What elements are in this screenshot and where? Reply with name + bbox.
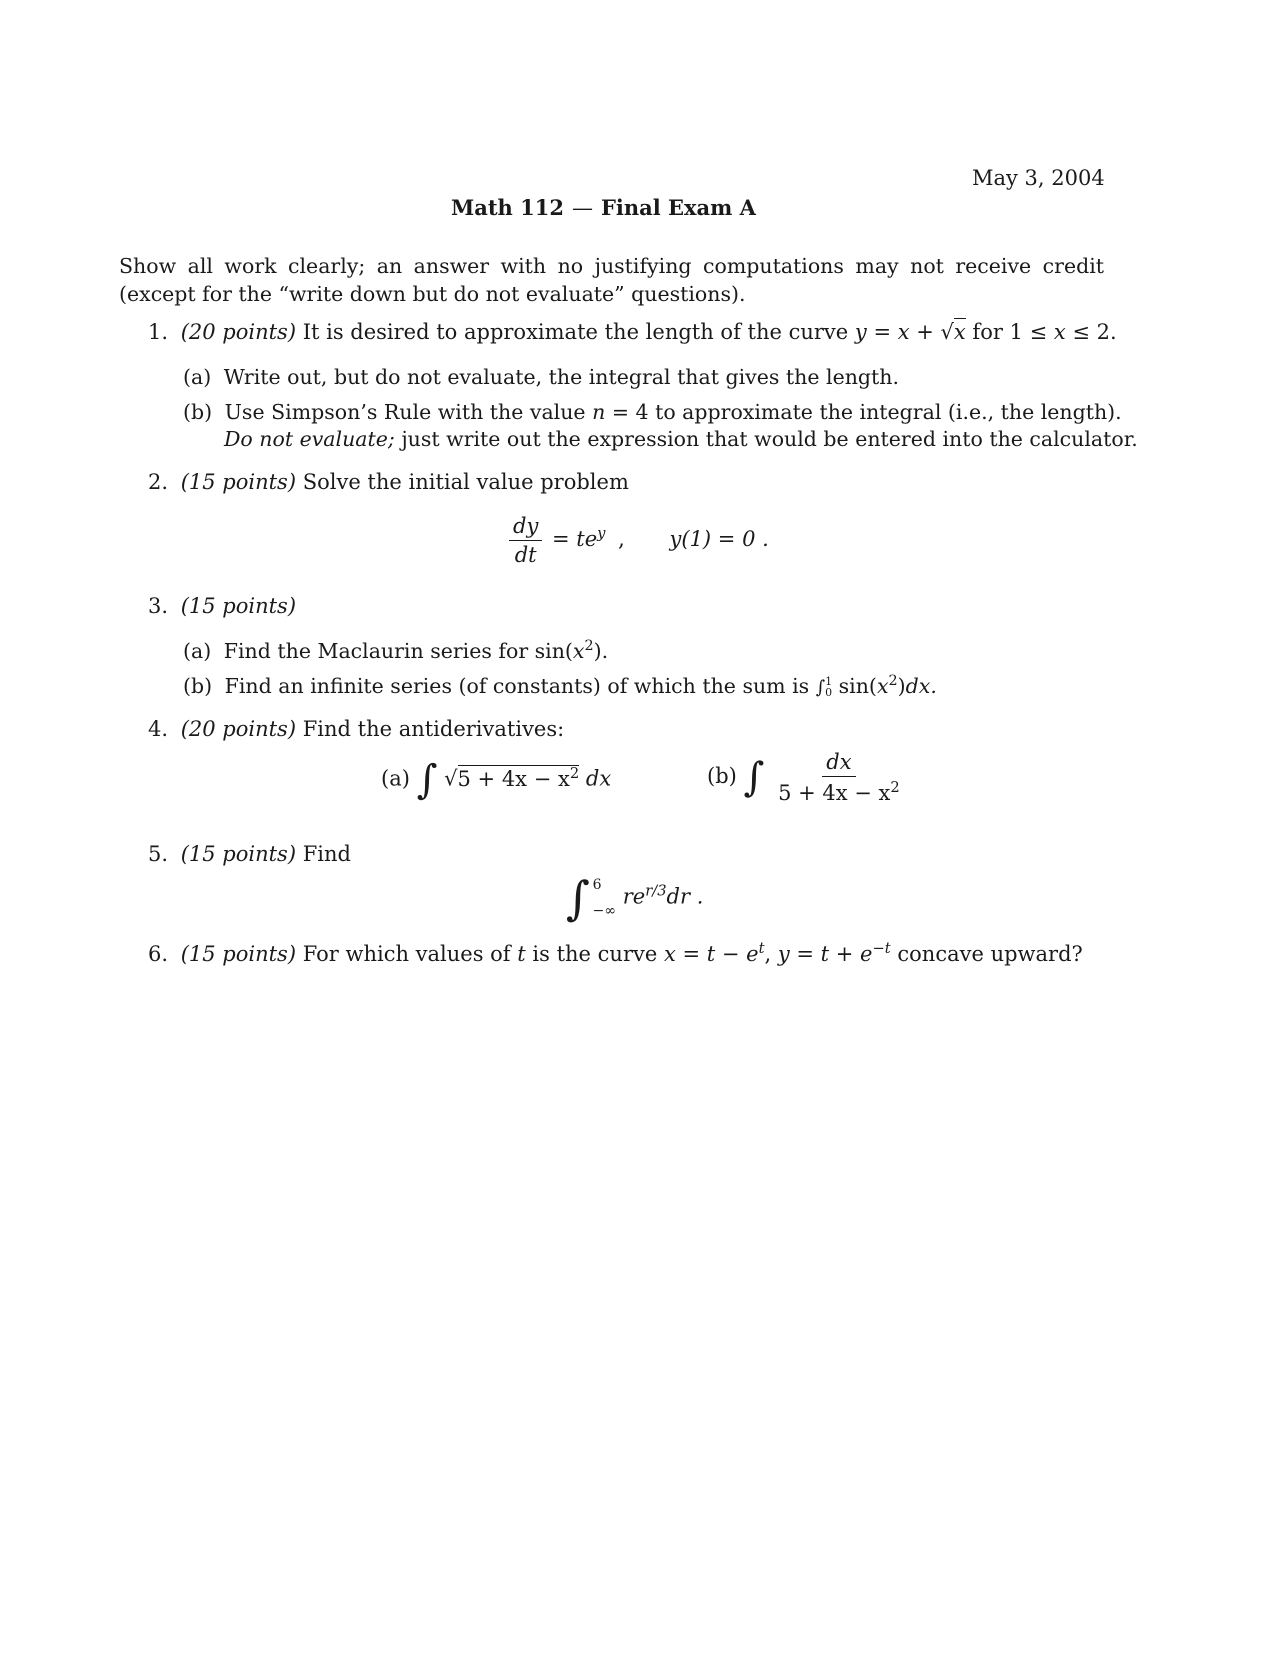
question-text: Find — [302, 842, 351, 866]
question-1a — [183, 365, 899, 389]
lower-limit: 0 — [825, 686, 833, 700]
question-text: It is desired to approximate the length of the curve — [302, 320, 849, 344]
question-points: (20 points) — [180, 320, 297, 344]
upper-limit: 1 — [825, 675, 833, 689]
initial-condition: y(1) = 0 . — [669, 527, 769, 551]
question-1b-line2 — [224, 427, 1138, 451]
question-3b — [183, 673, 937, 698]
exponent: t — [758, 940, 765, 957]
integral-symbol: ∫ — [815, 676, 826, 698]
exponent: −t — [872, 940, 891, 957]
math-func: sin( — [838, 673, 877, 698]
part-text: Find an infinite series (of constants) of which the sum is — [224, 673, 810, 698]
math-var: x — [572, 638, 585, 663]
part-text: Use Simpson’s Rule with the value — [224, 400, 586, 424]
differential: dx. — [905, 673, 937, 698]
fraction-numerator: dy — [509, 514, 542, 541]
part-label: (a) — [183, 638, 212, 663]
integral-symbol: ∫ — [743, 754, 765, 801]
math-var: x — [876, 673, 889, 698]
math-var: x — [1053, 320, 1066, 344]
antiderivative-a — [381, 757, 612, 803]
question-5 — [132, 842, 351, 866]
question-6 — [132, 940, 1083, 966]
question-number: 4. — [147, 717, 168, 741]
question-number: 1. — [147, 320, 168, 344]
exponent: 2 — [569, 764, 580, 782]
question-text: concave upward? — [897, 942, 1083, 966]
question-4 — [132, 717, 564, 741]
question-points: (15 points) — [180, 594, 297, 618]
question-points: (15 points) — [180, 470, 297, 494]
math-var: x — [897, 320, 910, 344]
title-dash: — — [571, 196, 593, 220]
question-text: For which values of — [302, 942, 511, 966]
question-3a — [183, 638, 608, 663]
differential: dr . — [666, 884, 704, 909]
exam-date: May 3, 2004 — [972, 166, 1105, 190]
improper-integral — [566, 872, 703, 924]
question-2 — [132, 470, 629, 494]
part-text: Write out, but do not evaluate, the integral that gives the length. — [223, 365, 899, 389]
part-label: (b) — [183, 400, 213, 424]
upper-limit: 6 — [592, 877, 602, 893]
question-text: Solve the initial value problem — [302, 470, 629, 494]
math-expr: y = t + e — [777, 942, 873, 966]
fraction-denominator: dt — [514, 543, 537, 567]
course-name: Math 112 — [451, 195, 564, 220]
math-var: n — [592, 400, 606, 424]
question-3 — [132, 594, 296, 618]
part-text: Find the Maclaurin series for sin( — [223, 638, 573, 663]
equation-rhs: = te — [552, 527, 598, 551]
integral-limits — [825, 676, 832, 698]
emphasis-text: Do not evaluate; — [224, 427, 395, 451]
question-number: 6. — [147, 942, 168, 966]
ivp-equation — [506, 514, 769, 567]
question-number: 2. — [147, 470, 168, 494]
integral-symbol: ∫ — [566, 871, 590, 925]
exam-name: Final Exam A — [600, 195, 756, 220]
sqrt-symbol: √ — [940, 320, 954, 344]
lower-limit: −∞ — [592, 903, 617, 919]
antiderivative-b — [707, 750, 907, 805]
sqrt-symbol: √ — [444, 766, 458, 791]
exponent: 2 — [890, 779, 900, 796]
integral-symbol: ∫ — [416, 757, 438, 803]
question-text: Find the antiderivatives: — [302, 717, 565, 741]
part-label: (a) — [381, 766, 410, 791]
integral-limits — [593, 872, 616, 924]
denominator-text: 5 + 4x − x — [778, 781, 891, 805]
math-var: y — [854, 320, 867, 344]
question-points: (20 points) — [180, 717, 297, 741]
radicand-text: 5 + 4x − x — [457, 766, 570, 791]
fraction-numerator: dx — [822, 750, 855, 777]
exam-title — [451, 195, 756, 220]
exponent: 2 — [888, 673, 898, 689]
exponent: r/3 — [645, 882, 667, 900]
fraction-denominator — [774, 777, 904, 805]
question-1b — [183, 400, 1122, 424]
question-number: 5. — [147, 842, 168, 866]
radicand — [458, 765, 580, 791]
math-op: + — [909, 320, 941, 344]
question-number: 3. — [147, 594, 168, 618]
differential: dx — [585, 766, 612, 791]
math-op: = — [866, 320, 898, 344]
math-var: t — [517, 942, 526, 966]
exponent: 2 — [584, 638, 594, 654]
integrand: re — [622, 884, 646, 909]
math-text: ≤ 2. — [1065, 320, 1117, 344]
math-text: ) — [897, 673, 906, 698]
part-text: ). — [593, 638, 609, 663]
exponent: y — [597, 525, 606, 542]
math-expr: x = t − e — [663, 942, 759, 966]
question-points: (15 points) — [180, 842, 297, 866]
part-text: = 4 to approximate the integral (i.e., the length). — [605, 400, 1122, 424]
integrand-fraction — [774, 750, 904, 805]
math-var: x — [953, 320, 966, 344]
math-text: for 1 ≤ — [965, 320, 1054, 344]
part-label: (b) — [183, 673, 213, 698]
question-1 — [132, 320, 1117, 344]
question-text: is the curve — [532, 942, 658, 966]
instructions: Show all work clearly; an answer with no justifying computations may not receive credit (except for the “write down but do not evaluate” questions). — [119, 254, 1104, 306]
part-label: (a) — [183, 365, 212, 389]
part-label: (b) — [707, 764, 737, 788]
part-text: just write out the expression that would be entered into the calculator. — [394, 427, 1138, 451]
question-points: (15 points) — [180, 942, 297, 966]
derivative-fraction — [509, 514, 542, 567]
separator: , — [764, 942, 772, 966]
separator: , — [618, 527, 625, 551]
